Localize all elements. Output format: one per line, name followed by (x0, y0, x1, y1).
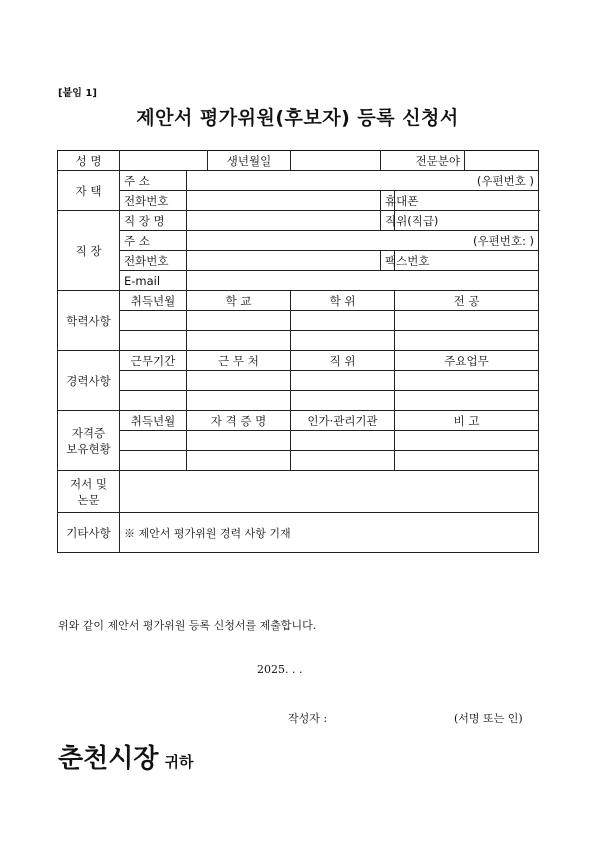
home-section-label: 자 택 (58, 171, 120, 211)
license-header-remarks: 비 고 (395, 411, 539, 431)
license-cell[interactable] (120, 431, 187, 451)
other-label: 기타사항 (58, 513, 120, 553)
home-address-input[interactable] (187, 171, 539, 191)
email-input[interactable] (187, 271, 539, 291)
name-input[interactable] (120, 151, 208, 171)
work-address-input[interactable] (187, 231, 539, 251)
career-cell[interactable] (291, 391, 395, 411)
license-cell[interactable] (291, 451, 395, 471)
other-note[interactable]: ※ 제안서 평가위원 경력 사항 기재 (120, 513, 539, 553)
form-title: 제안서 평가위원(후보자) 등록 신청서 (136, 107, 459, 129)
registration-form-table (57, 150, 539, 553)
education-cell[interactable] (187, 311, 291, 331)
education-header-degree: 학 위 (291, 291, 395, 311)
career-cell[interactable] (120, 371, 187, 391)
papers-label (58, 471, 120, 513)
email-label: E-mail (120, 271, 187, 291)
license-cell[interactable] (187, 431, 291, 451)
recipient (58, 738, 193, 775)
education-section-label: 학력사항 (58, 291, 120, 351)
home-phone-input[interactable] (187, 191, 381, 211)
home-address-label: 주 소 (120, 171, 187, 191)
license-cell[interactable] (395, 431, 539, 451)
work-postcode: (우편번호: ) (473, 233, 534, 248)
submission-statement: 위와 같이 제안서 평가위원 등록 신청서를 제출합니다. (58, 619, 317, 632)
license-cell[interactable] (395, 451, 539, 471)
education-cell[interactable] (291, 311, 395, 331)
date-field[interactable]: 2025. . . (257, 663, 303, 676)
signature-label: (서명 또는 인) (454, 712, 523, 725)
education-cell[interactable] (187, 331, 291, 351)
career-cell[interactable] (395, 391, 539, 411)
work-phone-input[interactable] (187, 251, 381, 271)
birth-date-label: 생년월일 (208, 151, 291, 171)
papers-label-line2: 논문 (77, 492, 100, 507)
career-header-period: 근무기간 (120, 351, 187, 371)
work-address-label: 주 소 (120, 231, 187, 251)
work-section-label: 직 장 (58, 211, 120, 291)
attachment-label: [붙임 1] (58, 88, 97, 99)
career-cell[interactable] (291, 371, 395, 391)
education-cell[interactable] (395, 331, 539, 351)
home-postcode: (우편번호 ) (476, 173, 534, 188)
career-cell[interactable] (395, 371, 539, 391)
home-phone-label: 전화번호 (120, 191, 187, 211)
education-header-school: 학 교 (187, 291, 291, 311)
recipient-suffix: 귀하 (164, 753, 194, 771)
career-cell[interactable] (187, 371, 291, 391)
license-cell[interactable] (120, 451, 187, 471)
work-name-input[interactable] (187, 211, 381, 231)
license-section-line2: 보유현황 (66, 441, 111, 456)
writer-label: 작성자 : (288, 712, 328, 725)
license-section-line1: 자격증 (71, 425, 106, 440)
career-cell[interactable] (187, 391, 291, 411)
fax-label: 팩스번호 (381, 251, 395, 271)
license-header-authority: 인가·관리기관 (291, 411, 395, 431)
license-header-date: 취득년월 (120, 411, 187, 431)
mobile-label: 휴대폰 (381, 191, 395, 211)
career-section-label: 경력사항 (58, 351, 120, 411)
career-header-workplace: 근 무 처 (187, 351, 291, 371)
recipient-name: 춘천시장 (58, 744, 159, 774)
education-header-major: 전 공 (395, 291, 539, 311)
education-cell[interactable] (120, 331, 187, 351)
specialty-input[interactable] (465, 151, 539, 171)
license-section-label (58, 411, 120, 471)
papers-label-line1: 저서 및 (70, 476, 107, 491)
license-cell[interactable] (187, 451, 291, 471)
career-header-position: 직 위 (291, 351, 395, 371)
work-name-label: 직 장 명 (120, 211, 187, 231)
work-phone-label: 전화번호 (120, 251, 187, 271)
license-cell[interactable] (291, 431, 395, 451)
career-header-duties: 주요업무 (395, 351, 539, 371)
papers-input[interactable] (120, 471, 539, 513)
education-cell[interactable] (291, 331, 395, 351)
birth-date-input[interactable] (291, 151, 381, 171)
work-position-label: 직위(직급) (381, 211, 395, 231)
education-cell[interactable] (120, 311, 187, 331)
license-header-name: 자 격 증 명 (187, 411, 291, 431)
name-label: 성 명 (58, 151, 120, 171)
education-header-date: 취득년월 (120, 291, 187, 311)
specialty-label: 전문분야 (381, 151, 465, 171)
career-cell[interactable] (120, 391, 187, 411)
education-cell[interactable] (395, 311, 539, 331)
